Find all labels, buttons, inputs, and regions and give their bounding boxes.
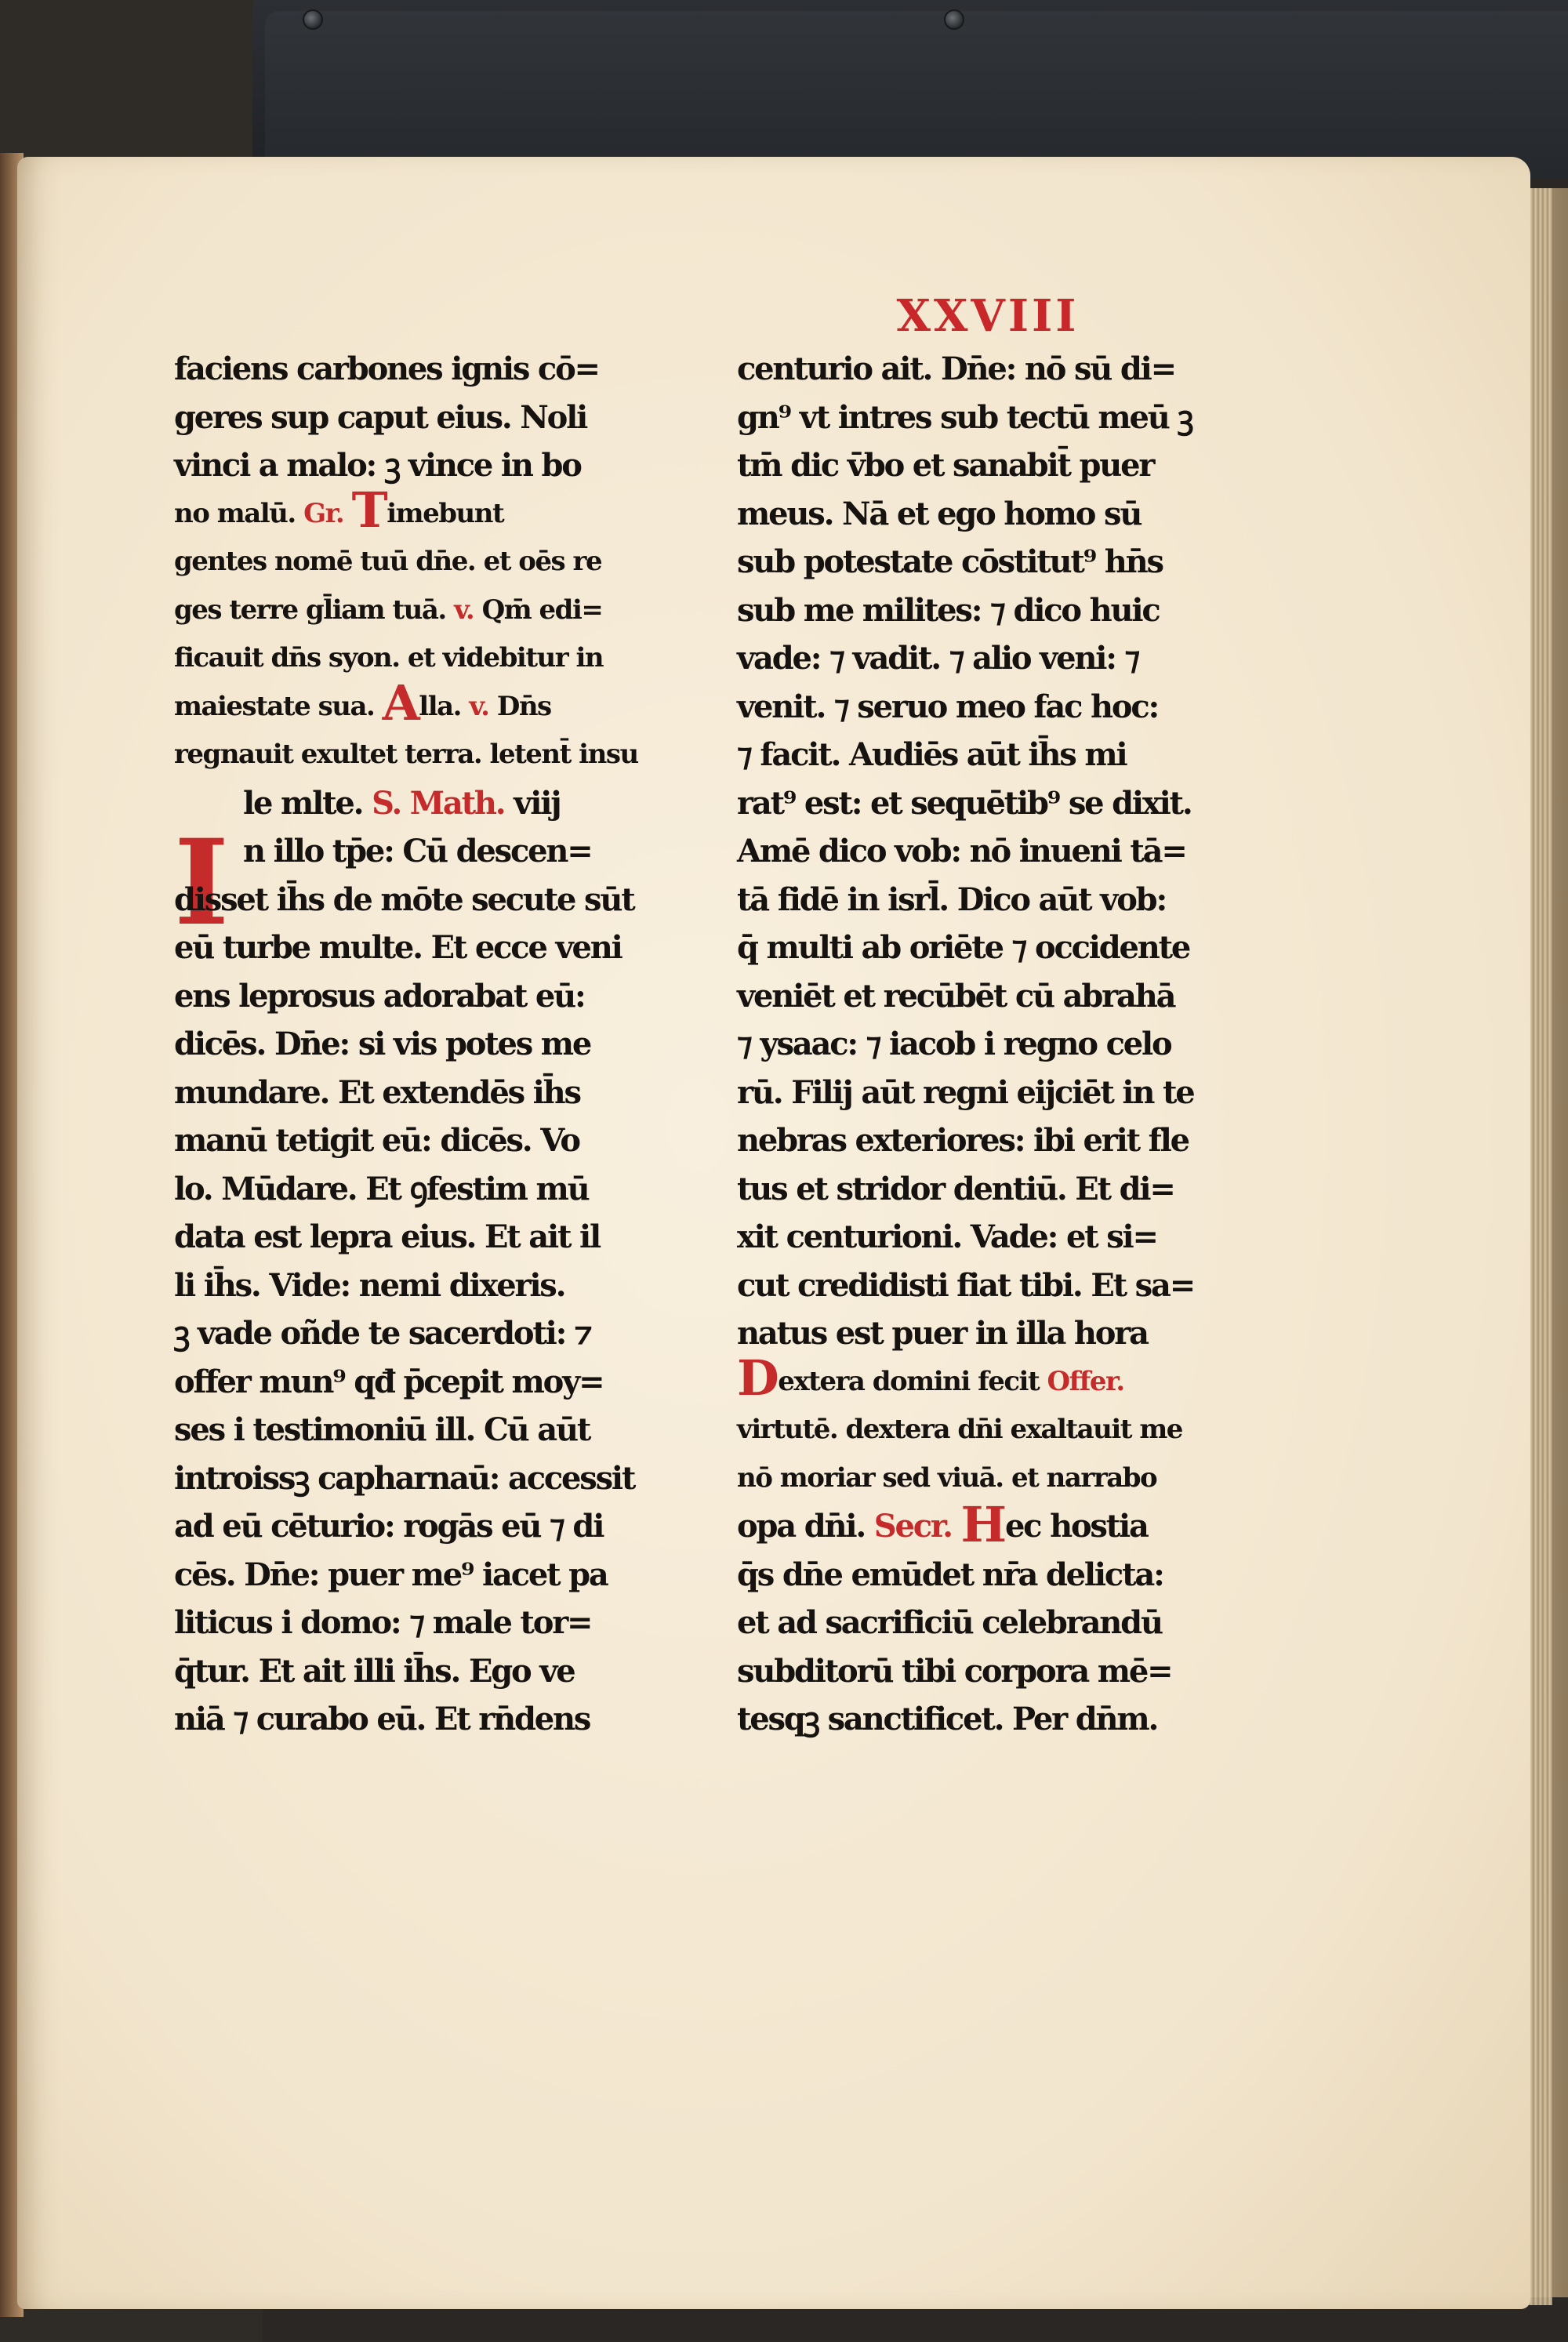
- text-line: [174, 1695, 652, 1744]
- text-segment: li ih̄s. Vide: nemi dixeris.: [174, 1266, 565, 1304]
- text-segment: regnauit exultet terra. letent̄ insu: [174, 739, 638, 770]
- text-segment: ⁊ facit. Audiēs aūt ih̄s mi: [737, 736, 1127, 773]
- text-segment: niā ⁊ curabo eū. Et rn̄dens: [174, 1701, 590, 1737]
- rubric-text: Secr.: [873, 1508, 961, 1545]
- text-segment: lla.: [419, 690, 470, 722]
- text-segment: ⁊ ysaac: ⁊ iacob i regno celo: [737, 1026, 1171, 1062]
- text-segment: gn⁹ vt intres sub tectū meū ꝫ: [737, 398, 1192, 436]
- text-line: [174, 1406, 652, 1454]
- text-segment: tesqꝫ sanctificet. Per dn̄m.: [737, 1701, 1158, 1737]
- text-line: [737, 876, 1231, 924]
- text-segment: introissꝫ capharnaū: accessit: [174, 1459, 635, 1497]
- text-segment: nebras exteriores: ibi erit fle: [737, 1122, 1189, 1159]
- text-segment: le mlte.: [243, 784, 372, 822]
- text-line: [174, 441, 652, 490]
- text-segment: n illo tp̄e: Cū descen=: [243, 833, 592, 870]
- text-segment: ꝫ vade oñde te sacerdoti: ⁊: [174, 1315, 591, 1352]
- text-segment: vinci a malo: ꝫ vince in bo: [174, 447, 581, 484]
- text-line: [737, 827, 1231, 876]
- text-line: [737, 1551, 1231, 1599]
- text-segment: natus est puer in illa hora: [737, 1315, 1148, 1352]
- screw-icon: [303, 9, 323, 30]
- text-segment: cut credidisti fiat tibi. Et sa=: [737, 1266, 1195, 1304]
- text-line: [174, 1454, 652, 1503]
- text-line: [737, 1454, 1231, 1503]
- text-line: [737, 683, 1231, 732]
- text-segment: vade: ⁊ vadit. ⁊ alio veni: ⁊: [737, 640, 1139, 677]
- text-line: [737, 1262, 1231, 1310]
- text-line: [737, 1309, 1231, 1358]
- text-segment: no malū.: [174, 497, 304, 529]
- text-line: [737, 1213, 1231, 1262]
- text-segment: ec hostia: [1004, 1508, 1148, 1545]
- rubric-text: Offer.: [1047, 1365, 1124, 1397]
- text-line: [737, 538, 1231, 586]
- text-line: [174, 1069, 652, 1117]
- text-segment: imebunt: [387, 497, 504, 529]
- text-line: [737, 586, 1231, 635]
- text-line: [737, 441, 1231, 490]
- text-line: [737, 1020, 1231, 1069]
- right-text-column: [737, 345, 1231, 1744]
- text-line: [174, 345, 652, 394]
- text-segment: lo. Mūdare. Et ꝯfestim mū: [174, 1170, 589, 1207]
- text-line: [174, 972, 652, 1021]
- text-line: [737, 779, 1231, 828]
- text-line: [737, 924, 1231, 972]
- text-line: [174, 1647, 652, 1696]
- text-segment: virtutē. dextera dn̄i exaltauit me: [737, 1414, 1182, 1445]
- text-segment: meus. Nā et ego homo sū: [737, 495, 1142, 532]
- left-text-column: [174, 345, 652, 1744]
- text-segment: ens leprosus adorabat eū:: [174, 977, 585, 1015]
- rubric-initial: A: [382, 674, 419, 732]
- text-segment: veniēt et recūbēt cū abrahā: [737, 977, 1175, 1015]
- text-segment: data est lepra eius. Et ait il: [174, 1218, 601, 1255]
- text-line: [737, 634, 1231, 683]
- text-segment: q̄s dn̄e emūdet nr̄a delicta:: [737, 1556, 1163, 1593]
- text-segment: opa dn̄i.: [737, 1508, 874, 1545]
- text-line: [174, 779, 652, 828]
- screw-icon: [944, 9, 964, 30]
- text-segment: gentes nomē tuū dn̄e. et oēs re: [174, 546, 602, 577]
- text-line: [737, 1349, 1231, 1407]
- text-line: [174, 1309, 652, 1358]
- text-segment: cēs. Dn̄e: puer me⁹ iacet pa: [174, 1556, 608, 1593]
- text-line: [174, 1502, 652, 1551]
- text-segment: subditorū tibi corpora mē=: [737, 1652, 1172, 1690]
- rubric-initial: H: [960, 1496, 1005, 1553]
- text-segment: maiestate sua.: [174, 690, 383, 722]
- text-segment: sub me milites: ⁊ dico huic: [737, 591, 1160, 629]
- text-line: [737, 972, 1231, 1021]
- text-line: [737, 1406, 1231, 1454]
- text-segment: disset ih̄s de mōte secute sūt: [174, 881, 634, 918]
- text-line: [737, 490, 1231, 539]
- text-segment: tus et stridor dentiū. Et di=: [737, 1170, 1174, 1207]
- text-segment: tm̄ dic v̄bo et sanabit̄ puer: [737, 447, 1154, 484]
- text-line: [737, 1647, 1231, 1696]
- text-segment: nō moriar sed viuā. et narrabo: [737, 1461, 1157, 1494]
- text-segment: offer mun⁹ qđ p̄cepit moy=: [174, 1363, 604, 1400]
- text-segment: rat⁹ est: et sequētib⁹ se dixit.: [737, 784, 1192, 822]
- text-segment: eū turbe multe. Et ecce veni: [174, 929, 622, 966]
- text-segment: q̄ multi ab oriēte ⁊ occidente: [737, 929, 1190, 966]
- text-line: [737, 1165, 1231, 1214]
- text-line: [737, 1599, 1231, 1647]
- text-line: [174, 1358, 652, 1407]
- rubric-text: v.: [454, 594, 482, 626]
- text-segment: faciens carbones ignis cō=: [174, 350, 599, 387]
- text-line: [737, 731, 1231, 779]
- text-line: [737, 394, 1231, 442]
- text-segment: ad eū cēturio: rogās eū ⁊ di: [174, 1508, 604, 1545]
- text-segment: mundare. Et extendēs ih̄s: [174, 1073, 580, 1111]
- text-segment: et ad sacrificiū celebrandū: [737, 1604, 1162, 1641]
- text-segment: ficauit dn̄s syon. et videbitur in: [174, 642, 604, 674]
- text-line: [737, 1496, 1231, 1553]
- drop-initial: I: [174, 814, 230, 952]
- text-line: [737, 345, 1231, 394]
- text-segment: sub potestate cōstitut⁹ hn̄s: [737, 543, 1163, 580]
- text-line: [174, 394, 652, 442]
- rubric-text: S. Math.: [372, 784, 505, 822]
- text-line: [174, 827, 652, 876]
- text-line: [174, 538, 652, 586]
- text-line: [174, 1213, 652, 1262]
- text-line: [737, 1069, 1231, 1117]
- scanner-bar: [265, 11, 1568, 179]
- text-line: [174, 1117, 652, 1165]
- text-line: [737, 1117, 1231, 1165]
- text-segment: ges terre gl̄iam tuā.: [174, 594, 455, 626]
- text-segment: ses i testimoniū ill. Cū aūt: [174, 1411, 590, 1448]
- text-line: [174, 924, 652, 972]
- text-segment: q̄tur. Et ait illi ih̄s. Ego ve: [174, 1652, 575, 1690]
- text-line: [174, 481, 652, 539]
- text-line: [174, 1599, 652, 1647]
- text-segment: viij: [504, 784, 561, 822]
- text-segment: Dn̄s: [496, 690, 551, 722]
- text-segment: extera domini fecit: [778, 1365, 1047, 1397]
- text-line: [174, 1551, 652, 1599]
- text-segment: geres sup caput eius. Noli: [174, 398, 587, 436]
- text-segment: manū tetigit eū: dicēs. Vo: [174, 1122, 579, 1159]
- rubric-text: Gr.: [303, 497, 352, 529]
- text-line: [174, 1020, 652, 1069]
- text-segment: dicēs. Dn̄e: si vis potes me: [174, 1026, 591, 1062]
- text-segment: rū. Filij aūt regni eijciēt in te: [737, 1073, 1194, 1111]
- text-line: [737, 1695, 1231, 1744]
- text-segment: Amē dico vob: nō inueni tā=: [737, 833, 1186, 870]
- text-line: [174, 674, 652, 732]
- text-segment: xit centurioni. Vade: et si=: [737, 1218, 1157, 1255]
- text-line: [174, 731, 652, 779]
- folio-number: XXVIII: [896, 290, 1080, 342]
- rubric-initial: D: [737, 1349, 779, 1407]
- text-segment: tā fidē in isrl̄. Dico aūt vob:: [737, 881, 1167, 918]
- text-line: [174, 1165, 652, 1214]
- text-segment: Qm̄ edi=: [481, 594, 603, 626]
- text-line: [174, 876, 652, 924]
- text-line: [174, 1262, 652, 1310]
- rubric-text: v.: [469, 690, 497, 722]
- text-segment: liticus i domo: ⁊ male tor=: [174, 1604, 592, 1641]
- rubric-initial: T: [351, 481, 387, 539]
- text-segment: venit. ⁊ seruo meo fac hoc:: [737, 688, 1159, 725]
- text-segment: centurio ait. Dn̄e: nō sū di=: [737, 350, 1175, 387]
- text-line: [174, 586, 652, 635]
